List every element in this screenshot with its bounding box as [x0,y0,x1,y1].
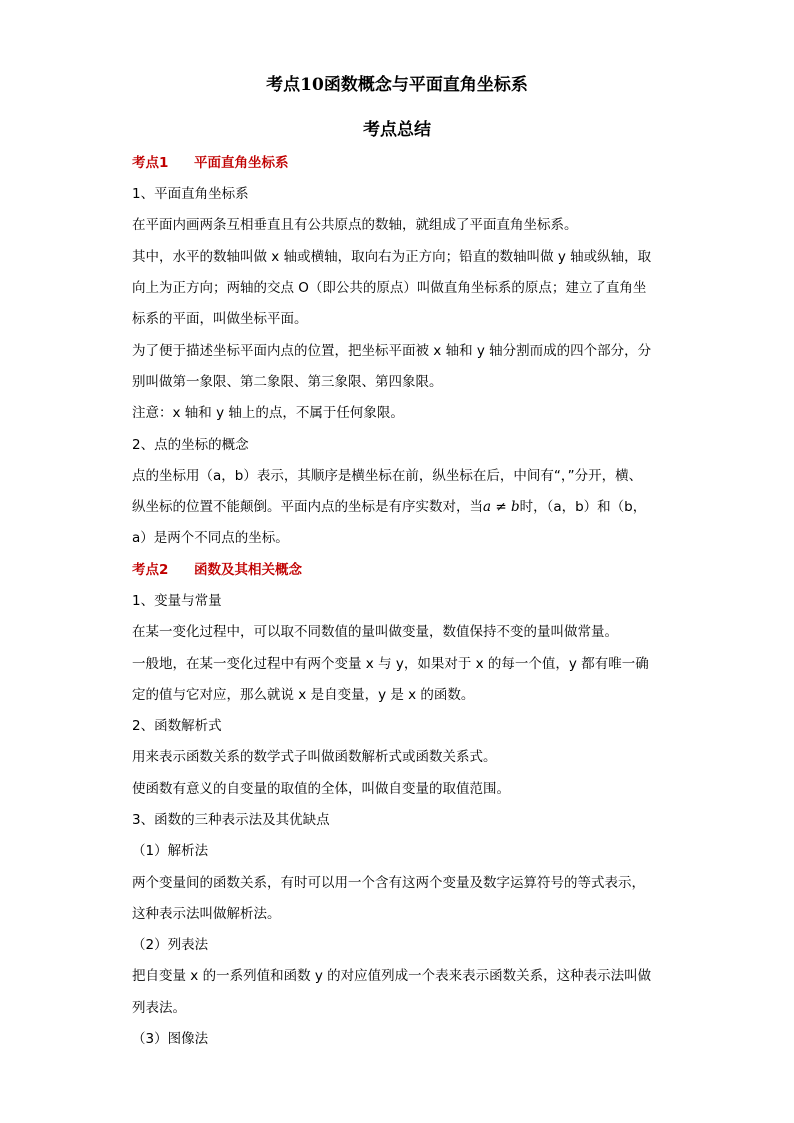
section-1-heading [132,151,289,171]
coordinates-line-2-text-a: 纵坐标的位置不能颠倒。平面内点的坐标是有序实数对，当 [132,499,483,515]
paragraph-variables: 在某一变化过程中，可以取不同数值的量叫做变量，数值保持不变的量叫做常量。 [132,624,618,640]
paragraph-note: 注意：x 轴和 y 轴上的点，不属于任何象限。 [132,405,404,421]
math-inequality: a ≠ b [483,499,520,515]
subheading-expression: 2、函数解析式 [132,718,222,734]
paragraph-quadrants-line-2: 别叫做第一象限、第二象限、第三象限、第四象限。 [132,374,443,390]
subheading-point-coordinates: 2、点的坐标的概念 [132,437,249,453]
section-2-label: 考点2 [132,562,169,578]
paragraph-coordinates-line-2 [132,495,646,515]
subheading-coordinate-system: 1、平面直角坐标系 [132,186,249,202]
subheading-representations: 3、函数的三种表示法及其优缺点 [132,812,330,828]
paragraph-expression: 用来表示函数关系的数学式子叫做函数解析式或函数关系式。 [132,749,497,765]
section-2-name: 函数及其相关概念 [194,562,302,578]
method-analytic-heading: （1）解析法 [132,843,209,859]
method-table-line-2: 列表法。 [132,1000,186,1016]
method-table-line-1: 把自变量 x 的一系列值和函数 y 的对应值列成一个表来表示函数关系，这种表示法叫做 [132,968,652,984]
paragraph-axes-line-2: 向上为正方向；两轴的交点 O（即公共的原点）叫做直角坐标系的原点；建立了直角坐 [132,280,647,296]
paragraph-quadrants-line-1: 为了便于描述坐标平面内点的位置，把坐标平面被 x 轴和 y 轴分割而成的四个部分，分 [132,343,652,359]
paragraph-domain: 使函数有意义的自变量的取值的全体，叫做自变量的取值范围。 [132,781,510,797]
method-analytic-line-2: 这种表示法叫做解析法。 [132,906,281,922]
method-graph-heading: （3）图像法 [132,1031,209,1047]
coordinates-line-2-text-b: 时，（a，b）和（b， [519,499,647,515]
method-table-heading: （2）列表法 [132,937,209,953]
document-title: 考点10函数概念与平面直角坐标系 [266,75,528,95]
section-1-name: 平面直角坐标系 [194,155,289,171]
subheading-variables: 1、变量与常量 [132,593,222,609]
paragraph-function-line-1: 一般地，在某一变化过程中有两个变量 x 与 y，如果对于 x 的每一个值，y 都有唯一确 [132,656,649,672]
paragraph-coordinates-line-3: a）是两个不同点的坐标。 [132,530,289,546]
paragraph-axes-line-3: 标系的平面，叫做坐标平面。 [132,311,308,327]
paragraph-function-line-2: 定的值与它对应，那么就说 x 是自变量，y 是 x 的函数。 [132,687,475,703]
section-1-label: 考点1 [132,155,169,171]
document-subtitle: 考点总结 [363,120,431,140]
method-analytic-line-1: 两个变量间的函数关系，有时可以用一个含有这两个变量及数字运算符号的等式表示， [132,875,645,891]
section-2-heading [132,558,302,578]
paragraph-coordinates-line-1: 点的坐标用（a，b）表示，其顺序是横坐标在前，纵坐标在后，中间有“，”分开，横、 [132,468,643,484]
paragraph-definition: 在平面内画两条互相垂直且有公共原点的数轴，就组成了平面直角坐标系。 [132,217,578,233]
paragraph-axes-line-1: 其中，水平的数轴叫做 x 轴或横轴，取向右为正方向；铅直的数轴叫做 y 轴或纵轴，取 [132,249,652,265]
